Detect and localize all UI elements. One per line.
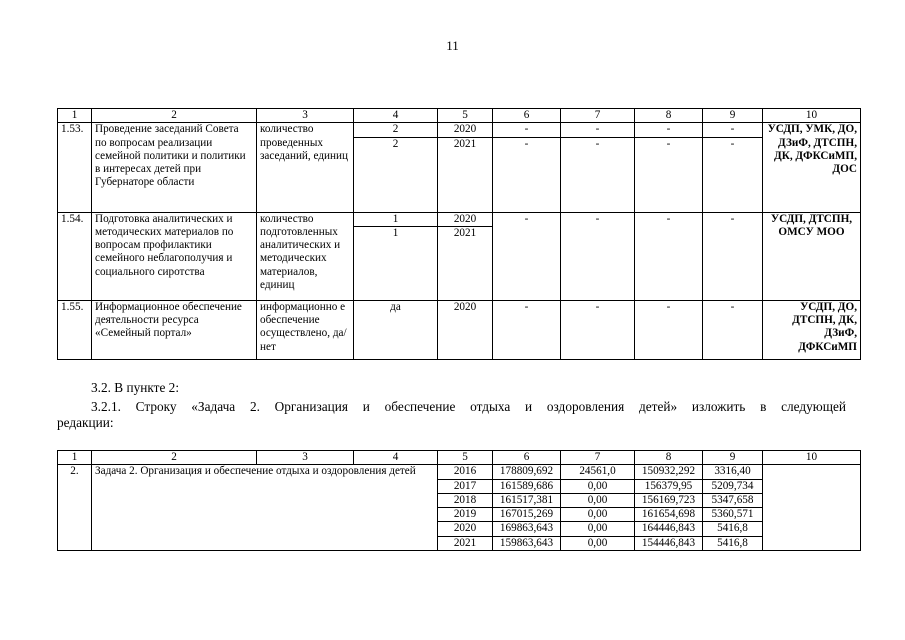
header-cell: 9	[703, 451, 763, 465]
cell-7: 0,00	[561, 508, 635, 522]
row-number: 1.54.	[58, 212, 92, 300]
year: 2020	[438, 123, 493, 137]
cell-7: -	[561, 212, 635, 300]
cell-8: -	[635, 137, 703, 212]
header-cell: 5	[438, 451, 493, 465]
header-cell: 2	[92, 109, 257, 123]
table-row	[58, 123, 861, 137]
cell-8: 156169,723	[635, 493, 703, 507]
cell-6: 178809,692	[493, 465, 561, 479]
executors: УСДП, УМК, ДО, ДЗиФ, ДТСПН, ДК, ДФКСиМП, ДОС	[763, 123, 861, 212]
header-cell: 6	[493, 109, 561, 123]
cell-9: -	[703, 300, 763, 359]
measures-table	[57, 108, 861, 360]
cell-8: -	[635, 123, 703, 137]
measure-name: Подготовка аналитических и методических материалов по вопросам профилактики семейного неблагополучия и социального сиротства	[92, 212, 257, 300]
indicator: информационно е обеспечение осуществлено, да/нет	[257, 300, 354, 359]
paragraph-item-3-2-1: 3.2.1. Строку «Задача 2. Организация и обеспечение отдыха и оздоровления детей» изложить в следующей	[91, 399, 846, 414]
header-cell: 7	[561, 109, 635, 123]
cell-6: -	[493, 123, 561, 137]
cell-9: 3316,40	[703, 465, 763, 479]
cell-9: 5360,571	[703, 508, 763, 522]
cell-7: 0,00	[561, 536, 635, 550]
cell-6: -	[493, 300, 561, 359]
cell-7: 0,00	[561, 493, 635, 507]
header-cell: 5	[438, 109, 493, 123]
cell-6: 169863,643	[493, 522, 561, 536]
cell-6: 159863,643	[493, 536, 561, 550]
header-cell: 3	[257, 109, 354, 123]
cell-9: -	[703, 137, 763, 212]
header-cell: 2	[92, 451, 257, 465]
year: 2018	[438, 493, 493, 507]
header-cell: 8	[635, 109, 703, 123]
cell-6: 161589,686	[493, 479, 561, 493]
paragraph-continuation: редакции:	[57, 415, 114, 430]
header-cell: 1	[58, 109, 92, 123]
table-row	[58, 212, 861, 226]
cell-9: -	[703, 212, 763, 300]
header-cell: 9	[703, 109, 763, 123]
header-row	[58, 451, 861, 465]
header-cell: 4	[354, 451, 438, 465]
page-number: 11	[446, 38, 459, 53]
header-row	[58, 109, 861, 123]
header-cell: 7	[561, 451, 635, 465]
row-number: 1.53.	[58, 123, 92, 212]
header-cell: 3	[257, 451, 354, 465]
measure-name: Проведение заседаний Совета по вопросам реализации семейной политики и политики в интересах детей при Губернаторе области	[92, 123, 257, 212]
indicator-value: 1	[354, 226, 438, 300]
indicator: количество подготовленных аналитических и методических материалов, единиц	[257, 212, 354, 300]
cell-6: 167015,269	[493, 508, 561, 522]
cell-7: 24561,0	[561, 465, 635, 479]
header-cell: 10	[763, 451, 861, 465]
table-row	[58, 465, 861, 479]
cell-8: 154446,843	[635, 536, 703, 550]
cell-9: 5416,8	[703, 522, 763, 536]
indicator: количество проведенных заседаний, единиц	[257, 123, 354, 212]
cell-8: -	[635, 300, 703, 359]
year: 2020	[438, 522, 493, 536]
cell-6: -	[493, 137, 561, 212]
header-cell: 4	[354, 109, 438, 123]
cell-9: 5209,734	[703, 479, 763, 493]
cell-7: -	[561, 137, 635, 212]
cell-9: 5347,658	[703, 493, 763, 507]
year: 2016	[438, 465, 493, 479]
indicator-value: 1	[354, 212, 438, 226]
cell-9: -	[703, 123, 763, 137]
cell-7: -	[561, 300, 635, 359]
row-number: 1.55.	[58, 300, 92, 359]
cell-6: -	[493, 212, 561, 300]
paragraph-item-3-2: 3.2. В пункте 2:	[91, 380, 180, 395]
header-cell: 8	[635, 451, 703, 465]
indicator-value: 2	[354, 137, 438, 212]
cell-9: 5416,8	[703, 536, 763, 550]
header-cell: 1	[58, 451, 92, 465]
indicator-value: 2	[354, 123, 438, 137]
task-table	[57, 450, 861, 551]
cell-8: 164446,843	[635, 522, 703, 536]
header-cell: 6	[493, 451, 561, 465]
year: 2020	[438, 300, 493, 359]
cell-8: 150932,292	[635, 465, 703, 479]
executors: УСДП, ДО, ДТСПН, ДК, ДЗиФ, ДФКСиМП	[763, 300, 861, 359]
year: 2021	[438, 536, 493, 550]
cell-8: 161654,698	[635, 508, 703, 522]
year: 2021	[438, 137, 493, 212]
cell-10	[763, 465, 861, 551]
task-name: Задача 2. Организация и обеспечение отдыха и оздоровления детей	[92, 465, 438, 551]
table-row	[58, 300, 861, 359]
cell-8: -	[635, 212, 703, 300]
row-number: 2.	[58, 465, 92, 551]
executors: УСДП, ДТСПН, ОМСУ МОО	[763, 212, 861, 300]
indicator-value: да	[354, 300, 438, 359]
cell-7: -	[561, 123, 635, 137]
cell-7: 0,00	[561, 479, 635, 493]
header-cell: 10	[763, 109, 861, 123]
cell-7: 0,00	[561, 522, 635, 536]
cell-6: 161517,381	[493, 493, 561, 507]
measure-name: Информационное обеспечение деятельности ресурса «Семейный портал»	[92, 300, 257, 359]
year: 2017	[438, 479, 493, 493]
year: 2020	[438, 212, 493, 226]
year: 2021	[438, 226, 493, 300]
cell-8: 156379,95	[635, 479, 703, 493]
year: 2019	[438, 508, 493, 522]
